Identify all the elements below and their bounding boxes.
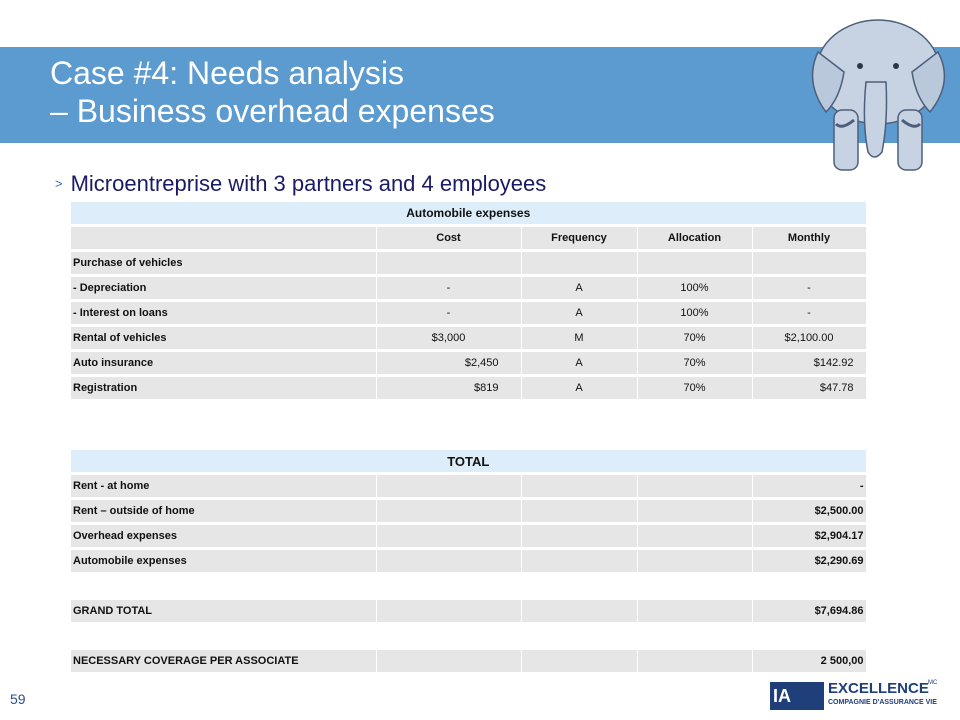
automobile-expenses-table <box>71 202 867 402</box>
allocation-cell: 100% <box>637 276 752 301</box>
monthly-cell: $2,100.00 <box>752 326 866 351</box>
cost-cell: - <box>376 301 521 326</box>
allocation-cell <box>637 251 752 276</box>
header-cell-blank <box>71 226 376 251</box>
empty-cell <box>521 549 637 574</box>
total-value-cell: $2,290.69 <box>752 549 866 574</box>
monthly-cell: - <box>752 301 866 326</box>
header-allocation: Allocation <box>637 226 752 251</box>
coverage-label: NECESSARY COVERAGE PER ASSOCIATE <box>71 649 376 674</box>
empty-cell <box>376 474 521 499</box>
allocation-cell: 70% <box>637 376 752 401</box>
empty-cell <box>376 524 521 549</box>
row-label: Purchase of vehicles <box>71 251 376 276</box>
table-row <box>71 524 866 549</box>
monthly-cell: - <box>752 276 866 301</box>
table-row <box>71 326 866 351</box>
total-table-title: TOTAL <box>71 450 866 474</box>
table-row <box>71 499 866 524</box>
logo-trademark: MC <box>928 680 938 686</box>
table-row <box>71 376 866 401</box>
row-label: - Interest on loans <box>71 301 376 326</box>
logo-mark: IA <box>770 682 824 710</box>
table-title-row <box>71 450 866 474</box>
spacer-cell <box>71 624 866 649</box>
total-value-cell: $2,500.00 <box>752 499 866 524</box>
frequency-cell: A <box>521 376 637 401</box>
empty-cell <box>376 599 521 624</box>
cost-cell: $3,000 <box>376 326 521 351</box>
total-table <box>71 450 867 675</box>
empty-cell <box>637 474 752 499</box>
title-line-2: – Business overhead expenses <box>50 93 495 129</box>
empty-cell <box>521 499 637 524</box>
spacer-row <box>71 624 866 649</box>
frequency-cell: A <box>521 351 637 376</box>
logo-subtitle: COMPAGNIE D'ASSURANCE VIE <box>828 699 937 706</box>
page-number: 59 <box>10 691 26 707</box>
row-label: Rent – outside of home <box>71 499 376 524</box>
elephant-illustration <box>796 2 960 178</box>
bullet-arrow-icon: > <box>55 176 63 191</box>
empty-cell <box>637 649 752 674</box>
column-header-row <box>71 226 866 251</box>
frequency-cell <box>521 251 637 276</box>
header-frequency: Frequency <box>521 226 637 251</box>
table-title-row <box>71 202 866 226</box>
row-label: Rent - at home <box>71 474 376 499</box>
table-row <box>71 549 866 574</box>
empty-cell <box>637 524 752 549</box>
slide-title <box>50 54 495 130</box>
monthly-cell <box>752 251 866 276</box>
spacer-row <box>71 574 866 599</box>
empty-cell <box>637 499 752 524</box>
allocation-cell: 70% <box>637 351 752 376</box>
allocation-cell: 70% <box>637 326 752 351</box>
cost-cell: $819 <box>376 376 521 401</box>
empty-cell <box>521 649 637 674</box>
allocation-cell: 100% <box>637 301 752 326</box>
monthly-cell: $142.92 <box>752 351 866 376</box>
empty-cell <box>376 499 521 524</box>
empty-cell <box>376 649 521 674</box>
table-row <box>71 276 866 301</box>
frequency-cell: A <box>521 301 637 326</box>
empty-cell <box>521 474 637 499</box>
total-value-cell: $2,904.17 <box>752 524 866 549</box>
coverage-row <box>71 649 866 674</box>
frequency-cell: A <box>521 276 637 301</box>
empty-cell <box>521 524 637 549</box>
monthly-cell: $47.78 <box>752 376 866 401</box>
bullet-point <box>55 171 546 197</box>
header-cost: Cost <box>376 226 521 251</box>
row-label: Auto insurance <box>71 351 376 376</box>
logo-name: EXCELLENCE <box>828 680 929 697</box>
cost-cell: $2,450 <box>376 351 521 376</box>
empty-cell <box>637 549 752 574</box>
title-line-1: Case #4: Needs analysis <box>50 55 404 91</box>
grand-total-label: GRAND TOTAL <box>71 599 376 624</box>
row-label: - Depreciation <box>71 276 376 301</box>
row-label: Overhead expenses <box>71 524 376 549</box>
spacer-cell <box>71 574 866 599</box>
coverage-value: 2 500,00 <box>752 649 866 674</box>
total-value-cell: - <box>752 474 866 499</box>
grand-total-value: $7,694.86 <box>752 599 866 624</box>
empty-cell <box>637 599 752 624</box>
empty-cell <box>521 599 637 624</box>
bullet-text: Microentreprise with 3 partners and 4 employees <box>70 171 547 196</box>
empty-cell <box>376 549 521 574</box>
grand-total-row <box>71 599 866 624</box>
row-label: Automobile expenses <box>71 549 376 574</box>
table-row <box>71 474 866 499</box>
table-row <box>71 351 866 376</box>
table-row <box>71 301 866 326</box>
frequency-cell: M <box>521 326 637 351</box>
header-monthly: Monthly <box>752 226 866 251</box>
table-row <box>71 251 866 276</box>
row-label: Registration <box>71 376 376 401</box>
cost-cell: - <box>376 276 521 301</box>
company-logo <box>770 678 940 712</box>
row-label: Rental of vehicles <box>71 326 376 351</box>
cost-cell <box>376 251 521 276</box>
auto-table-title: Automobile expenses <box>71 202 866 226</box>
